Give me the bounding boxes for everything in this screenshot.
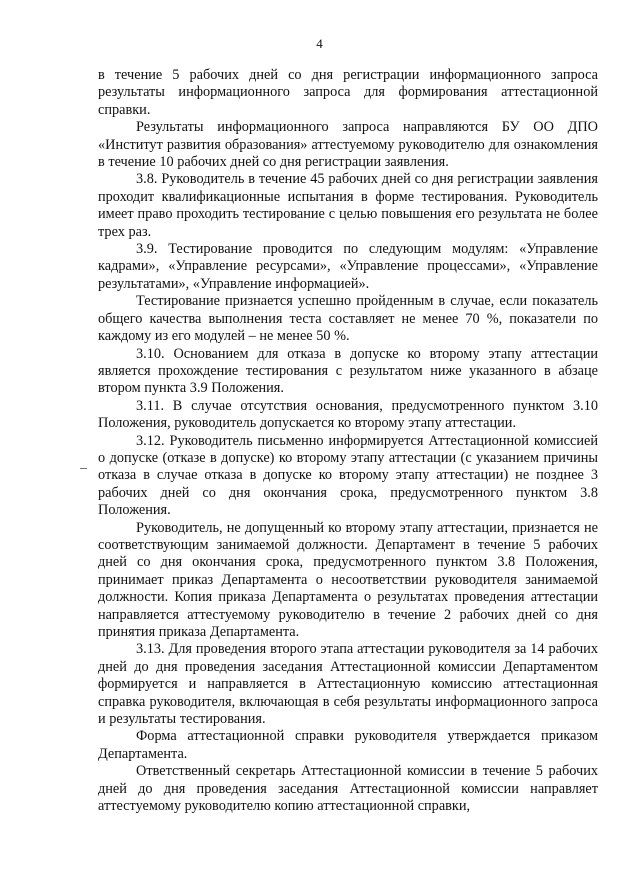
paragraph-3-9: 3.9. Тестирование проводится по следующим модулям: «Управление кадрами», «Управление ресурсами», «Управление процессами», «Управление результатами», «Управление информацией».	[98, 241, 598, 292]
paragraph-secretary: Ответственный секретарь Аттестационной комиссии в течение 5 рабочих дней до дня проведения заседания Аттестационной комиссии направляет аттестуемому руководителю копию аттестационной справки,	[98, 763, 598, 815]
paragraph-certificate-form: Форма аттестационной справки руководителя утверждается приказом Департамента.	[98, 728, 598, 762]
paragraph-3-12: 3.12. Руководитель письменно информируется Аттестационной комиссией о допуске (отказе в допуске) ко второму этапу аттестации (с указанием причины отказа в случае отказа в допуске ко второму этапу аттестации) не позднее 3 рабочих дней со дня окончания срока, предусмотренного пунктом 3.8 Положения.	[98, 432, 598, 519]
page-number: 4	[316, 36, 323, 51]
paragraph-not-admitted: Руководитель, не допущенный ко второму этапу аттестации, признается не соответствующим занимаемой должности. Департамент в течение 5 рабочих дней со дня окончания срока, предусмотренного пунктом 3.8 Положения, принимает приказ Департамента о несоответствии руководителя занимаемой должности. Копия приказа Департамента о результатах проведения аттестации направляется аттестуемому руководителю в течение 2 рабочих дней со дня принятия приказа Департамента.	[98, 519, 598, 640]
margin-mark	[80, 468, 87, 469]
paragraph-test-passing: Тестирование признается успешно пройденным в случае, если показатель общего качества выполнения теста составляет не менее 70 %, показатели по каждому из его модулей – не менее 50 %.	[98, 293, 598, 345]
paragraph-3-10: 3.10. Основанием для отказа в допуске ко второму этапу аттестации является прохождение тестирования с результатом ниже указанного в абзаце втором пункта 3.9 Положения.	[98, 345, 598, 397]
paragraph-3-13: 3.13. Для проведения второго этапа аттестации руководителя за 14 рабочих дней до дня проведения заседания Аттестационной комиссии Департаментом формируется и направляется в Аттестационную комиссию аттестационная справка руководителя, включающая в себя результаты информационного запроса и результаты тестирования.	[98, 641, 598, 728]
document-body	[98, 67, 598, 815]
paragraph-continuation: в течение 5 рабочих дней со дня регистрации информационного запроса результаты информационного запроса для формирования аттестационной справки.	[98, 67, 598, 118]
paragraph-3-11: 3.11. В случае отсутствия основания, предусмотренного пунктом 3.10 Положения, руководитель допускается ко второму этапу аттестации.	[98, 397, 598, 432]
paragraph-3-8: 3.8. Руководитель в течение 45 рабочих дней со дня регистрации заявления проходит квалификационные испытания в форме тестирования. Руководитель имеет право проходить тестирование с целью повышения его результата не более трех раз.	[98, 171, 598, 240]
paragraph-info-request-results: Результаты информационного запроса направляются БУ ОО ДПО «Институт развития образования» аттестуемому руководителю для ознакомления в течение 10 рабочих дней со дня регистрации заявления.	[98, 119, 598, 171]
